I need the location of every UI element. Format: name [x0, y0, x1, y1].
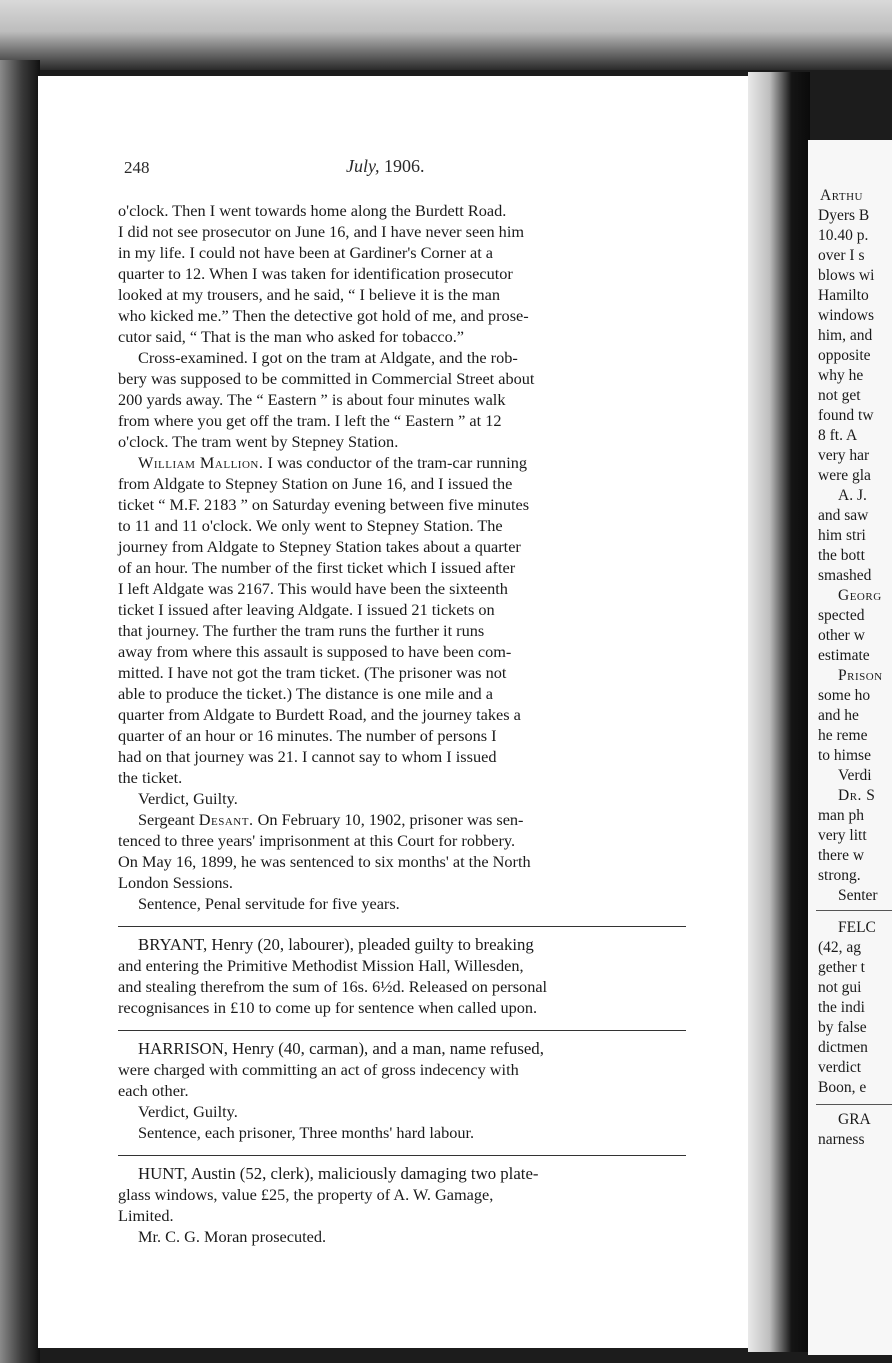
witness-line: [138, 455, 527, 471]
right-page-line: (42, ag: [818, 939, 862, 956]
text-line: ticket I issued after leaving Aldgate. I issued 21 tickets on: [118, 600, 495, 619]
text-line: in my life. I could not have been at Gardiner's Corner at a: [118, 243, 494, 262]
right-page-line: why he: [818, 367, 864, 384]
right-page-line: very har: [818, 447, 870, 464]
right-page-line: very litt: [818, 827, 867, 844]
witness-testimony-start: On February 10, 1902, prisoner was sen-: [257, 810, 524, 829]
witness-name: William Mallion.: [138, 453, 264, 472]
right-page-line: Senter: [838, 887, 878, 904]
text-line: o'clock. Then I went towards home along the Burdett Road.: [118, 201, 507, 220]
right-page-line: opposite: [818, 347, 871, 364]
section-divider: [118, 1155, 686, 1156]
text-line: mitted. I have not got the tram ticket. (The prisoner was not: [118, 663, 507, 682]
right-page-line: 8 ft. A: [818, 427, 858, 444]
verdict-line: Verdict, Guilty.: [138, 1102, 238, 1121]
witness-line: [138, 812, 523, 828]
right-page-line: the indi: [818, 999, 865, 1016]
text-line: glass windows, value £25, the property of A. W. Gamage,: [118, 1185, 494, 1204]
right-page-line: Hamilto: [818, 287, 869, 304]
right-page-line: by false: [818, 1019, 867, 1036]
right-page-divider: [816, 1104, 892, 1105]
right-page-line: windows: [818, 307, 874, 324]
book-gutter: [748, 72, 810, 1352]
right-page-line: he reme: [818, 727, 868, 744]
case-heading-line: HUNT, Austin (52, clerk), maliciously damaging two plate-: [138, 1164, 539, 1183]
text-line: ticket “ M.F. 2183 ” on Saturday evening between five minutes: [118, 495, 530, 514]
text-line: of an hour. The number of the first ticket which I issued after: [118, 558, 516, 577]
text-line: cutor said, “ That is the man who asked for tobacco.”: [118, 327, 465, 346]
text-line: 200 yards away. The “ Eastern ” is about four minutes walk: [118, 390, 506, 409]
text-line: journey from Aldgate to Stepney Station takes about a quarter: [118, 537, 521, 556]
text-line: I left Aldgate was 2167. This would have been the sixteenth: [118, 579, 508, 598]
sentence-line: Sentence, each prisoner, Three months' hard labour.: [138, 1123, 475, 1142]
right-page-line: not gui: [818, 979, 862, 996]
case-heading-line: BRYANT, Henry (20, labourer), pleaded guilty to breaking: [138, 935, 534, 954]
text-line: able to produce the ticket.) The distance is one mile and a: [118, 684, 493, 703]
right-page-fragment: [808, 140, 892, 1355]
text-line: and stealing therefrom the sum of 16s. 6½d. Released on personal: [118, 977, 548, 996]
right-page-line: gether t: [818, 959, 865, 976]
right-page-line: spected: [818, 607, 865, 624]
right-page-line: A. J.: [838, 487, 867, 504]
text-line: recognisances in £10 to come up for sentence when called upon.: [118, 998, 538, 1017]
verdict-line: Verdict, Guilty.: [138, 789, 238, 808]
right-page-line: found tw: [818, 407, 874, 424]
right-page-divider: [816, 910, 892, 911]
right-page-line: and he: [818, 707, 859, 724]
right-page-line: the bott: [818, 547, 865, 564]
right-page-line: dictmen: [818, 1039, 868, 1056]
page-number: 248: [124, 158, 150, 177]
right-page-line: him, and: [818, 327, 873, 344]
text-line: away from where this assault is supposed to have been com-: [118, 642, 512, 661]
section-divider: [118, 1030, 686, 1031]
text-line: from Aldgate to Stepney Station on June 16, and I issued the: [118, 474, 513, 493]
text-line: to 11 and 11 o'clock. We only went to Stepney Station. The: [118, 516, 503, 535]
header-year: 1906.: [384, 156, 425, 176]
text-line: that journey. The further the tram runs the further it runs: [118, 621, 485, 640]
case-heading-line: HARRISON, Henry (40, carman), and a man, name refused,: [138, 1039, 544, 1058]
right-page-line: verdict: [818, 1059, 862, 1076]
text-line: and entering the Primitive Methodist Mission Hall, Willesden,: [118, 956, 524, 975]
witness-testimony-start: I was conductor of the tram-car running: [267, 453, 527, 472]
text-line: had on that journey was 21. I cannot say to whom I issued: [118, 747, 497, 766]
right-page-line: 10.40 p.: [818, 227, 869, 244]
right-page-line: Prison: [838, 667, 883, 684]
right-page-line: some ho: [818, 687, 871, 704]
header-month: July,: [346, 156, 380, 176]
right-page-line: Boon, e: [818, 1079, 867, 1096]
section-divider: [118, 926, 686, 927]
text-line: were charged with committing an act of gross indecency with: [118, 1060, 519, 1079]
text-line: the ticket.: [118, 768, 183, 787]
witness-title: Sergeant: [138, 810, 195, 829]
text-line: quarter of an hour or 16 minutes. The number of persons I: [118, 726, 497, 745]
text-line: o'clock. The tram went by Stepney Station.: [118, 432, 399, 451]
text-line: who kicked me.” Then the detective got hold of me, and prose-: [118, 306, 529, 325]
right-page-line: Dyers B: [818, 207, 870, 224]
text-line: quarter from Aldgate to Burdett Road, and the journey takes a: [118, 705, 521, 724]
right-page-line: to himse: [818, 747, 871, 764]
right-page-line: Dr. S: [838, 787, 876, 804]
text-line: I did not see prosecutor on June 16, and I have never seen him: [118, 222, 525, 241]
text-line: bery was supposed to be committed in Commercial Street about: [118, 369, 535, 388]
right-page-line: GRA: [838, 1111, 871, 1128]
right-page-line: blows wi: [818, 267, 875, 284]
running-header: [346, 156, 425, 177]
book-left-edge: [0, 60, 40, 1363]
right-page-line: were gla: [818, 467, 871, 484]
text-line: Cross-examined. I got on the tram at Aldgate, and the rob-: [138, 348, 518, 367]
text-line: Mr. C. G. Moran prosecuted.: [138, 1227, 327, 1246]
right-page-line: man ph: [818, 807, 865, 824]
right-page-line: there w: [818, 847, 865, 864]
text-line: London Sessions.: [118, 873, 233, 892]
right-page-line: Arthu: [820, 187, 863, 204]
right-page-line: strong.: [818, 867, 861, 884]
right-page-line: Georg: [838, 587, 882, 604]
right-page-line: and saw: [818, 507, 869, 524]
right-page-line: him stri: [818, 527, 866, 544]
text-line: Limited.: [118, 1206, 174, 1225]
text-line: each other.: [118, 1081, 189, 1100]
right-page-line: not get: [818, 387, 861, 404]
right-page-line: smashed: [818, 567, 872, 584]
text-line: from where you get off the tram. I left the “ Eastern ” at 12: [118, 411, 502, 430]
right-page-line: over I s: [818, 247, 865, 264]
text-line: tenced to three years' imprisonment at this Court for robbery.: [118, 831, 516, 850]
right-page-line: Verdi: [838, 767, 872, 784]
right-page-line: other w: [818, 627, 865, 644]
right-page-line: FELC: [838, 919, 876, 936]
text-line: looked at my trousers, and he said, “ I believe it is the man: [118, 285, 501, 304]
right-page-line: narness: [818, 1131, 865, 1148]
text-line: On May 16, 1899, he was sentenced to six months' at the North: [118, 852, 531, 871]
right-page-line: estimate: [818, 647, 870, 664]
sentence-line: Sentence, Penal servitude for five years.: [138, 894, 400, 913]
witness-name: Desant.: [198, 810, 254, 829]
text-line: quarter to 12. When I was taken for identification prosecutor: [118, 264, 513, 283]
scan-background-top: [0, 0, 892, 70]
